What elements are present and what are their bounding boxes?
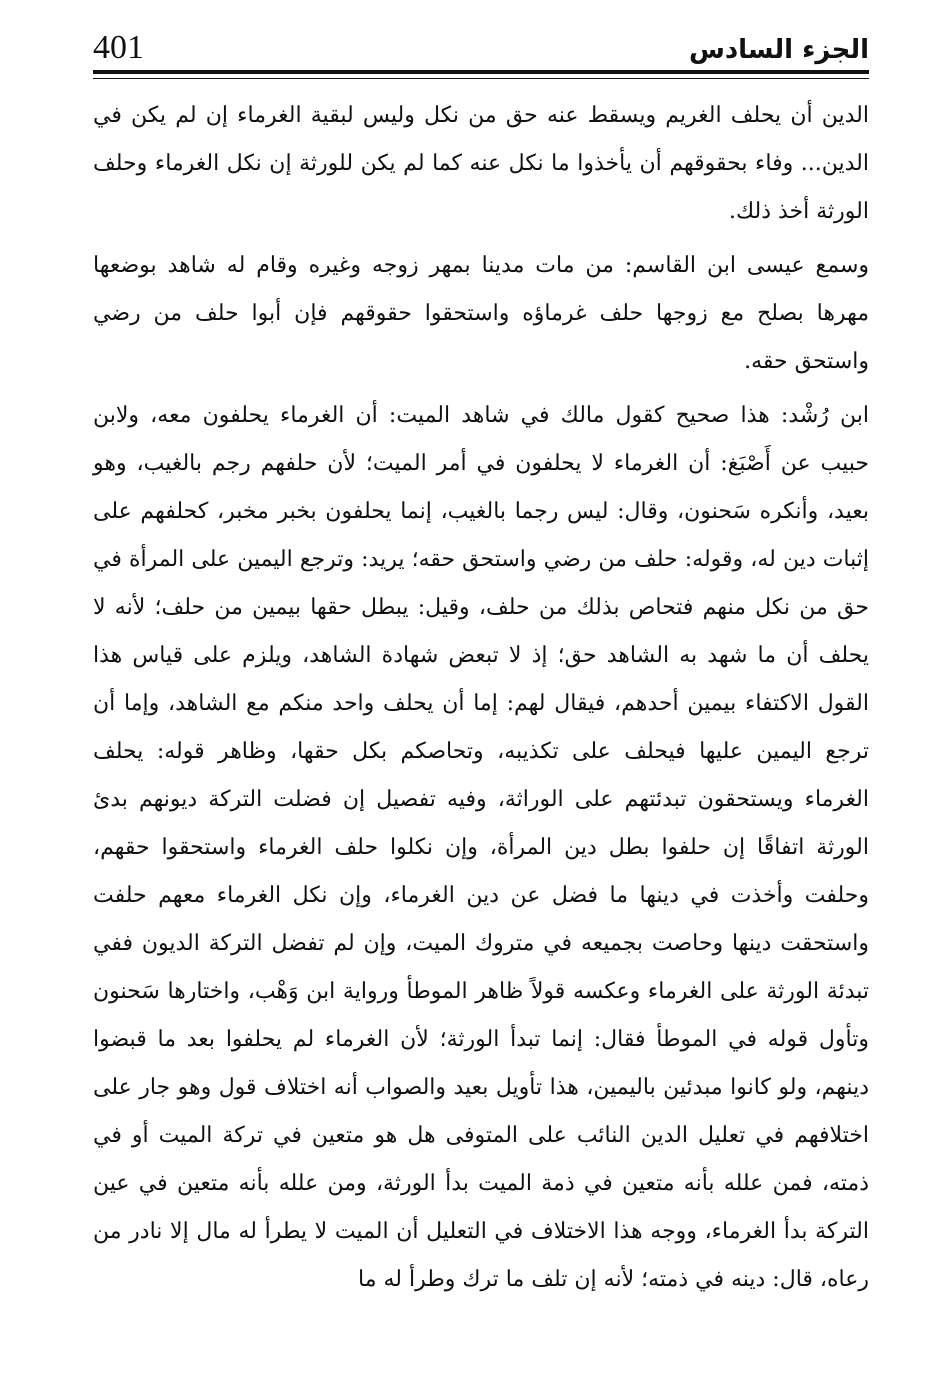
paragraph-continuation: الدين أن يحلف الغريم ويسقط عنه حق من نكل وليس لبقية الغرماء إن لم يكن في الدين... وفاء بحقوقهم أن يأخذوا ما نكل عنه كما لم يكن للورثة إن نكل الغرماء وحلف الورثة أخذ ذلك. [93, 103, 869, 224]
paragraph-ibn-rushd: ابن رُشْد: هذا صحيح كقول مالك في شاهد الميت: أن الغرماء يحلفون معه، ولابن حبيب عن أَصْبَغ: أن الغرماء لا يحلفون في أمر الميت؛ لأن حلفهم رجم بالغيب، وهو بعيد، وأنكره سَحنون، وقال: ليس رجما بالغيب، إنما يحلفون بخبر مخبر، كحلفهم على إثبات دين له، وقوله: حلف من رضي واستحق حقه؛ يريد: وترجع اليمين على المرأة في حق من نكل منهم فتحاص بذلك من حلف، وقيل: يبطل حقها بيمين من حلف؛ لأنه لا يحلف أن ما شهد به الشاهد حق؛ إذ لا تبعض شهادة الشاهد، ويلزم على قياس هذا القول الاكتفاء بيمين أحدهم، فيقال لهم: إما أن يحلف واحد منكم مع الشاهد، وإما أن ترجع اليمين عليها فيحلف على تكذيبه، وتحاصكم بكل حقها، وظاهر قوله: يحلف الغرماء ويستحقون تبدئتهم على الوراثة، وفيه تفصيل إن فضلت التركة ديونهم بدئ الورثة اتفاقًا إن حلفوا بطل دين المرأة، وإن نكلوا حلف الغرماء واستحقوا حقهم، وحلفت وأخذت في دينها ما فضل عن دين الغرماء، وإن نكل الغرماء معهم حلفت واستحقت دينها وحاصت بجميعه في متروك الميت، وإن لم تفضل التركة الديون ففي تبدئة الورثة على الغرماء وعكسه قولاً ظاهر الموطأ ورواية ابن وَهْب، واختارها سَحنون وتأول قوله في الموطأ فقال: إنما تبدأ الورثة؛ لأن الغرماء لم يحلفوا بعد ما قبضوا دينهم، ولو كانوا مبدئين باليمين، هذا تأويل بعيد والصواب أنه اختلاف قول وهو جار على اختلافهم في تعليل الدين النائب على المتوفى هل هو متعين في تركة الميت أو في ذمته، فمن علله بأنه متعين في ذمة الميت بدأ الورثة، ومن علله بأنه متعين في عين التركة بدأ الغرماء، ووجه هذا الاختلاف في التعليل أن الميت لا يطرأ له مال إلا نادر من رعاه، قال: دينه في ذمته؛ لأنه إن تلف ما ترك وطرأ له ما [93, 403, 869, 1292]
paragraph-isa-ibn-alqasim: وسمع عيسى ابن القاسم: من مات مدينا بمهر زوجه وغيره وقام له شاهد بوضعها مهرها بصلح مع زوجها حلف غرماؤه واستحقوا حقوقهم فإن أبوا حلف من رضي واستحق حقه. [93, 253, 869, 374]
page-header [93, 28, 869, 72]
header-rule-thin [93, 78, 869, 79]
page-number: 401 [93, 29, 144, 66]
header-rule-thick [93, 70, 869, 74]
running-title: الجزء السادس [688, 35, 869, 65]
body-text [93, 92, 869, 1304]
